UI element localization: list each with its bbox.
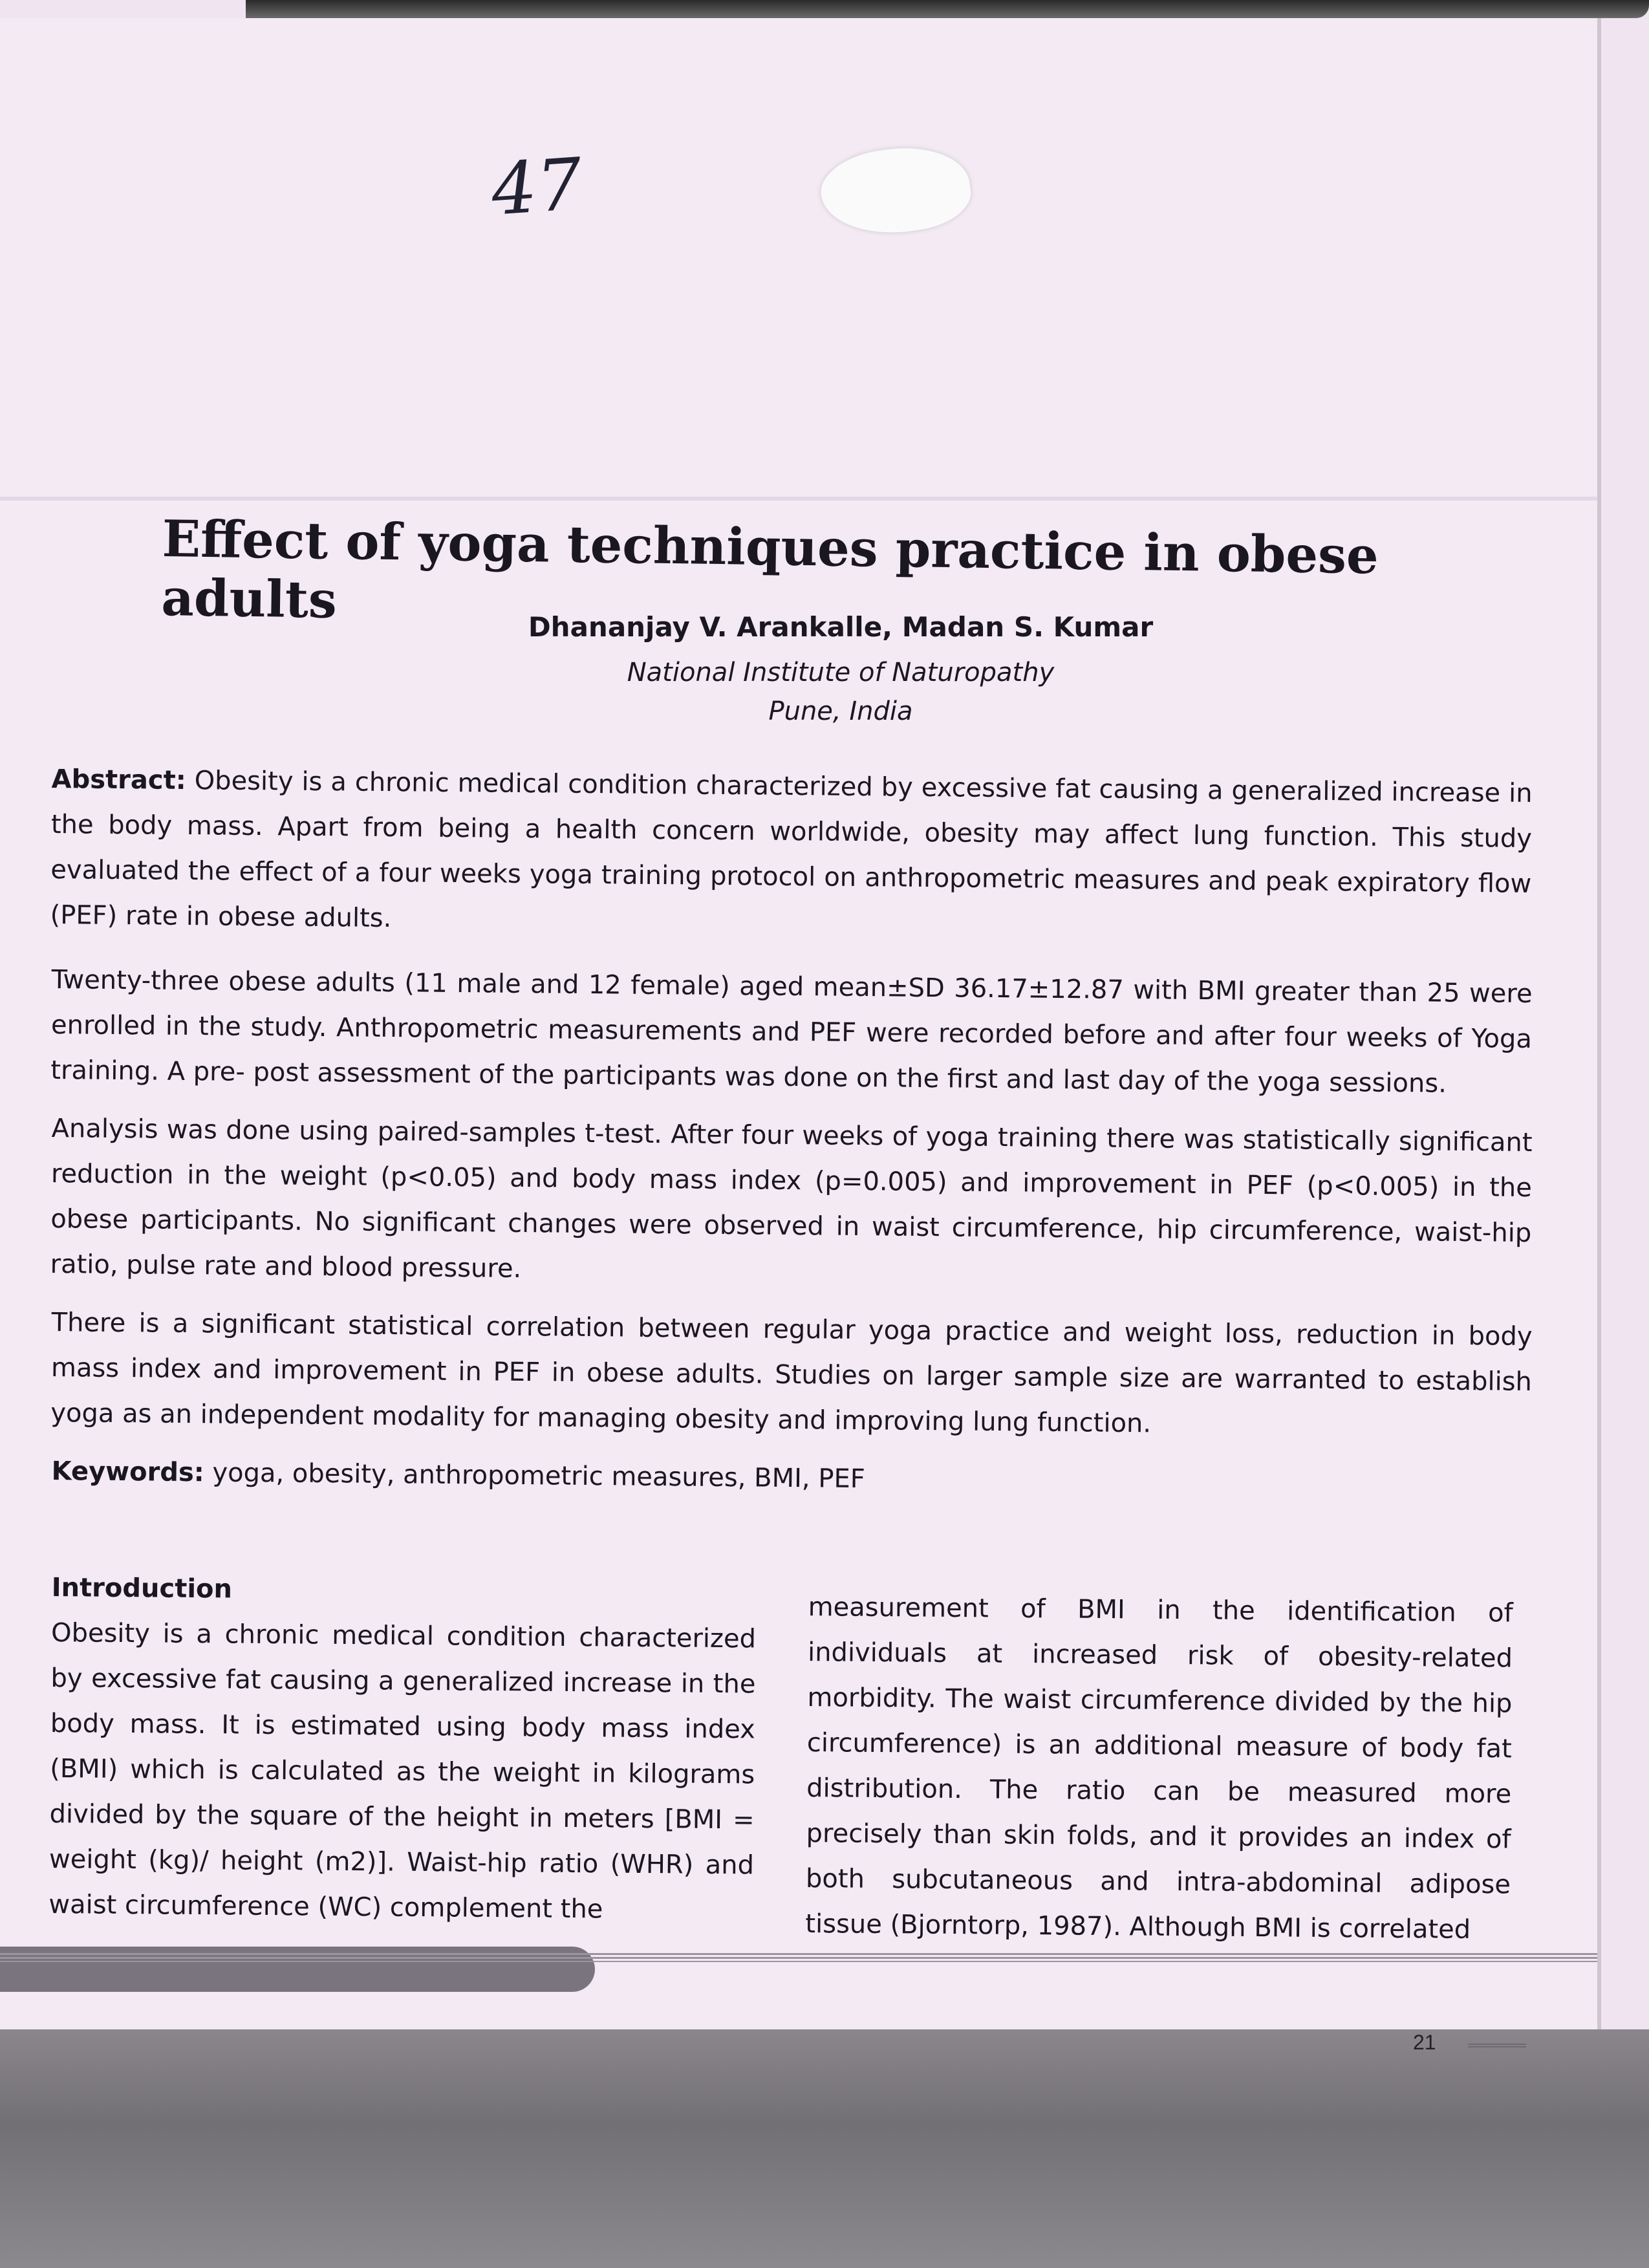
page-fold-line xyxy=(0,497,1597,501)
page-number-rule xyxy=(1468,2044,1526,2049)
page-number: 21 xyxy=(1413,2031,1436,2054)
introduction-heading: Introduction xyxy=(51,1572,233,1604)
scan-top-edge xyxy=(246,0,1649,18)
handwritten-annotation: 47 xyxy=(488,142,585,232)
keywords-text: yoga, obesity, anthropometric measures, BMI, PEF xyxy=(212,1458,865,1495)
article-title: Effect of yoga techniques practice in obese adults xyxy=(160,510,1379,631)
affiliation-location: Pune, India xyxy=(768,697,913,726)
abstract-paragraph-3: Analysis was done using paired-samples t-test. After four weeks of yoga training there was statistically significant reduction in the weight (p<0.05) and body mass index (p=0.005) and improvement in PEF (p<0.005) in the obese participants. No significant changes were observed in waist circumference, hip circumference, waist-hip ratio, pulse rate and blood pressure. xyxy=(50,1113,1533,1284)
abstract-paragraph-2: Twenty-three obese adults (11 male and 12 female) aged mean±SD 36.17±12.87 with BMI greater than 25 were enrolled in the study. Anthropometric measurements and PEF were recorded before and after four weeks of Yoga training. A pre- post assessment of the participants was done on the first and last day of the yoga sessions. xyxy=(50,964,1533,1099)
abstract-paragraph-1 xyxy=(50,757,1533,952)
keywords-label: Keywords: xyxy=(51,1456,204,1488)
author-list: Dhananjay V. Arankalle, Madan S. Kumar xyxy=(528,611,1154,643)
scan-bottom-shadow xyxy=(0,2029,1649,2268)
abstract-label: Abstract: xyxy=(51,764,186,795)
affiliation-institute: National Institute of Naturopathy xyxy=(627,658,1055,687)
introduction-left-text: Obesity is a chronic medical condition characterized by excessive fat causing a generalized increase in the body mass. It is estimated using body mass index (BMI) which is calculated as the weight in kilograms divided by the square of the height in meters [BMI = weight (kg)/ height (m2)]. Waist-hip ratio (WHR) and waist circumference (WC) complement the xyxy=(48,1617,757,1925)
introduction-right-column: measurement of BMI in the identification of individuals at increased risk of obesity-related morbidity. The waist circumference divided by the hip circumference) is an additional measure of body fat distribution. The ratio can be measured more precisely than skin folds, and it provides an index of both subcutaneous and intra-abdominal adipose tissue (Bjorntorp, 1987). Although BMI is correlated xyxy=(805,1592,1513,1945)
abstract-text-1: Obesity is a chronic medical condition characterized by excessive fat causing a generalized increase in the body mass. Apart from being a health concern worldwide, obesity may affect lung function. This study evaluated the effect of a four weeks yoga training protocol on anthropometric measures and peak expiratory flow (PEF) rate in obese adults. xyxy=(50,766,1533,934)
introduction-left-column xyxy=(48,1565,757,1933)
author-affiliation xyxy=(388,653,1293,731)
footer-rule xyxy=(0,1953,1597,1962)
abstract-paragraph-4: There is a significant statistical correlation between regular yoga practice and weight loss, reduction in body mass index and improvement in PEF in obese adults. Studies on larger sample size are warranted to establish yoga as an independent modality for managing obesity and improving lung function. xyxy=(50,1307,1533,1439)
